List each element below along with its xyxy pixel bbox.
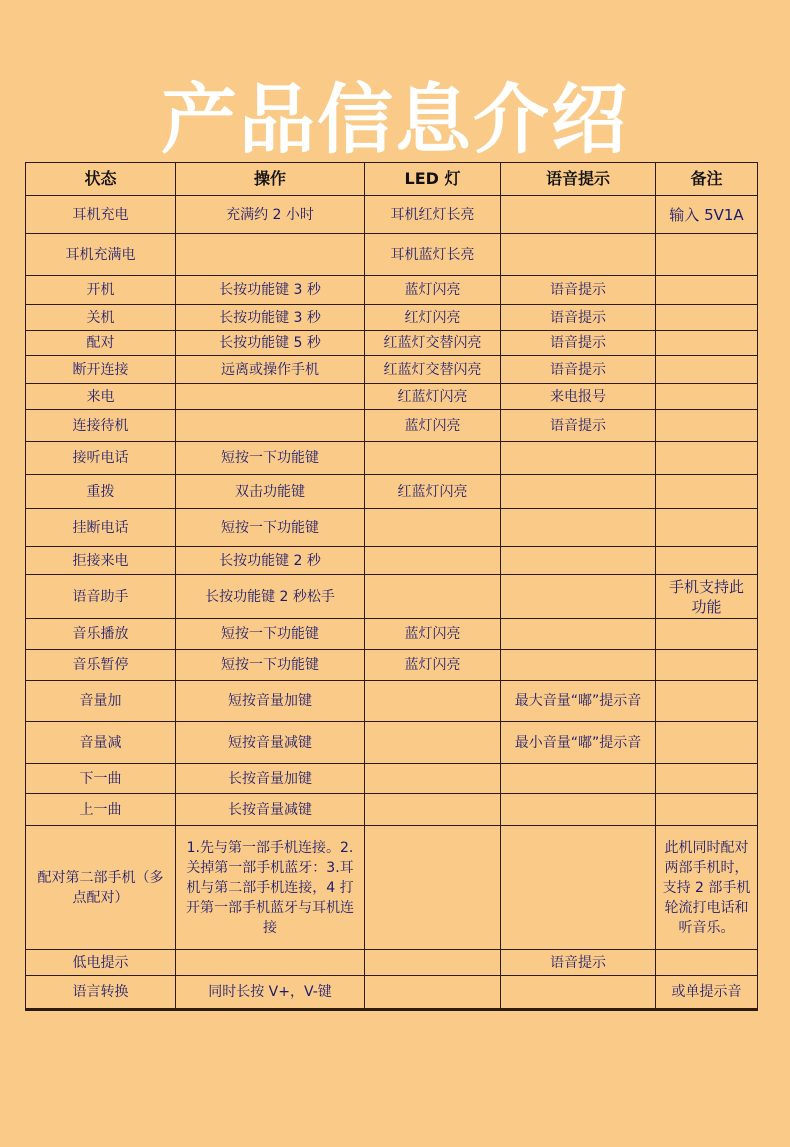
cell-note: [656, 356, 758, 384]
table-row: [26, 442, 758, 475]
cell-operation: 短按音量减键: [176, 722, 365, 764]
product-info-table: [25, 162, 758, 1011]
cell-state: 音乐暂停: [26, 650, 176, 681]
cell-note: 此机同时配对两部手机时，支持 2 部手机轮流打电话和听音乐。: [656, 826, 758, 950]
cell-operation: [176, 950, 365, 976]
cell-led: 红蓝灯交替闪亮: [365, 331, 501, 356]
table-row: [26, 575, 758, 619]
cell-led: 红蓝灯交替闪亮: [365, 356, 501, 384]
cell-operation: 同时长按 V+，V-键: [176, 976, 365, 1010]
cell-voice: [501, 976, 656, 1010]
cell-operation: 1.先与第一部手机连接。2.关掉第一部手机蓝牙：3.耳机与第二部手机连接，4 打开第一部手机蓝牙与耳机连接: [176, 826, 365, 950]
table-row: [26, 547, 758, 575]
cell-state: 重拨: [26, 475, 176, 509]
cell-operation: 长按功能键 3 秒: [176, 305, 365, 331]
cell-led: [365, 722, 501, 764]
cell-state: 来电: [26, 384, 176, 410]
table-row: [26, 356, 758, 384]
cell-voice: [501, 650, 656, 681]
cell-voice: 来电报号: [501, 384, 656, 410]
cell-state: 下一曲: [26, 764, 176, 794]
cell-led: [365, 950, 501, 976]
header-voice-prompt: 语音提示: [501, 163, 656, 196]
page-title: 产品信息介绍: [161, 75, 629, 164]
cell-voice: [501, 509, 656, 547]
table-row: [26, 976, 758, 1010]
cell-note: [656, 950, 758, 976]
cell-voice: 语音提示: [501, 331, 656, 356]
cell-state: 上一曲: [26, 794, 176, 826]
cell-led: 红灯闪亮: [365, 305, 501, 331]
cell-operation: 短按一下功能键: [176, 442, 365, 475]
cell-state: 音量减: [26, 722, 176, 764]
cell-led: 红蓝灯闪亮: [365, 475, 501, 509]
cell-operation: 短按一下功能键: [176, 650, 365, 681]
cell-led: [365, 442, 501, 475]
cell-operation: 短按音量加键: [176, 681, 365, 722]
table-row: [26, 384, 758, 410]
cell-operation: 短按一下功能键: [176, 619, 365, 650]
table-row: [26, 650, 758, 681]
cell-note: [656, 305, 758, 331]
table-row: [26, 619, 758, 650]
cell-voice: 语音提示: [501, 276, 656, 305]
cell-operation: 双击功能键: [176, 475, 365, 509]
cell-note: [656, 619, 758, 650]
table-row: [26, 681, 758, 722]
cell-led: 蓝灯闪亮: [365, 619, 501, 650]
table-row: [26, 764, 758, 794]
cell-led: [365, 547, 501, 575]
cell-note: [656, 475, 758, 509]
cell-led: [365, 764, 501, 794]
table-header-row: [26, 163, 758, 196]
cell-note: [656, 234, 758, 276]
cell-led: [365, 681, 501, 722]
cell-operation: 充满约 2 小时: [176, 196, 365, 234]
cell-operation: 远离或操作手机: [176, 356, 365, 384]
header-note: 备注: [656, 163, 758, 196]
cell-led: [365, 509, 501, 547]
cell-voice: [501, 764, 656, 794]
cell-state: 接听电话: [26, 442, 176, 475]
table-row: [26, 950, 758, 976]
cell-state: 断开连接: [26, 356, 176, 384]
cell-note: 手机支持此功能: [656, 575, 758, 619]
cell-operation: 长按功能键 2 秒: [176, 547, 365, 575]
cell-operation: 长按功能键 2 秒松手: [176, 575, 365, 619]
table-row: [26, 826, 758, 950]
cell-voice: [501, 547, 656, 575]
table-row: [26, 794, 758, 826]
cell-voice: [501, 826, 656, 950]
cell-operation: 长按音量减键: [176, 794, 365, 826]
cell-led: [365, 826, 501, 950]
cell-voice: [501, 794, 656, 826]
cell-led: [365, 794, 501, 826]
cell-state: 关机: [26, 305, 176, 331]
cell-state: 音乐播放: [26, 619, 176, 650]
cell-voice: 语音提示: [501, 410, 656, 442]
cell-voice: [501, 234, 656, 276]
cell-state: 语音助手: [26, 575, 176, 619]
cell-state: 拒接来电: [26, 547, 176, 575]
cell-note: 输入 5V1A: [656, 196, 758, 234]
cell-led: [365, 575, 501, 619]
cell-note: [656, 384, 758, 410]
table-row: [26, 276, 758, 305]
cell-note: 或单提示音: [656, 976, 758, 1010]
cell-led: 耳机红灯长亮: [365, 196, 501, 234]
header-state: 状态: [26, 163, 176, 196]
cell-led: [365, 976, 501, 1010]
cell-note: [656, 410, 758, 442]
cell-voice: [501, 196, 656, 234]
cell-led: 耳机蓝灯长亮: [365, 234, 501, 276]
cell-led: 蓝灯闪亮: [365, 410, 501, 442]
cell-led: 蓝灯闪亮: [365, 650, 501, 681]
cell-voice: 最小音量“嘟”提示音: [501, 722, 656, 764]
cell-state: 音量加: [26, 681, 176, 722]
table-row: [26, 509, 758, 547]
cell-operation: 长按功能键 3 秒: [176, 276, 365, 305]
cell-state: 语言转换: [26, 976, 176, 1010]
cell-voice: [501, 619, 656, 650]
cell-voice: [501, 475, 656, 509]
table-row: [26, 722, 758, 764]
cell-operation: 长按功能键 5 秒: [176, 331, 365, 356]
cell-state: 开机: [26, 276, 176, 305]
cell-state: 耳机充电: [26, 196, 176, 234]
table-row: [26, 196, 758, 234]
cell-state: 耳机充满电: [26, 234, 176, 276]
cell-note: [656, 681, 758, 722]
cell-note: [656, 547, 758, 575]
cell-note: [656, 764, 758, 794]
cell-note: [656, 442, 758, 475]
cell-led: 红蓝灯闪亮: [365, 384, 501, 410]
cell-note: [656, 276, 758, 305]
cell-note: [656, 794, 758, 826]
cell-operation: [176, 234, 365, 276]
cell-operation: [176, 410, 365, 442]
cell-note: [656, 650, 758, 681]
cell-state: 低电提示: [26, 950, 176, 976]
cell-operation: 长按音量加键: [176, 764, 365, 794]
table-row: [26, 331, 758, 356]
cell-operation: 短按一下功能键: [176, 509, 365, 547]
table-row: [26, 475, 758, 509]
cell-voice: [501, 442, 656, 475]
table-row: [26, 305, 758, 331]
cell-state: 配对第二部手机（多点配对）: [26, 826, 176, 950]
cell-voice: 语音提示: [501, 356, 656, 384]
cell-note: [656, 722, 758, 764]
cell-voice: [501, 575, 656, 619]
cell-voice: 最大音量“嘟”提示音: [501, 681, 656, 722]
cell-state: 配对: [26, 331, 176, 356]
cell-note: [656, 509, 758, 547]
table-row: [26, 410, 758, 442]
cell-led: 蓝灯闪亮: [365, 276, 501, 305]
cell-voice: 语音提示: [501, 950, 656, 976]
cell-state: 连接待机: [26, 410, 176, 442]
cell-state: 挂断电话: [26, 509, 176, 547]
header-led: LED 灯: [365, 163, 501, 196]
cell-operation: [176, 384, 365, 410]
cell-voice: 语音提示: [501, 305, 656, 331]
cell-note: [656, 331, 758, 356]
header-operation: 操作: [176, 163, 365, 196]
table-row: [26, 234, 758, 276]
